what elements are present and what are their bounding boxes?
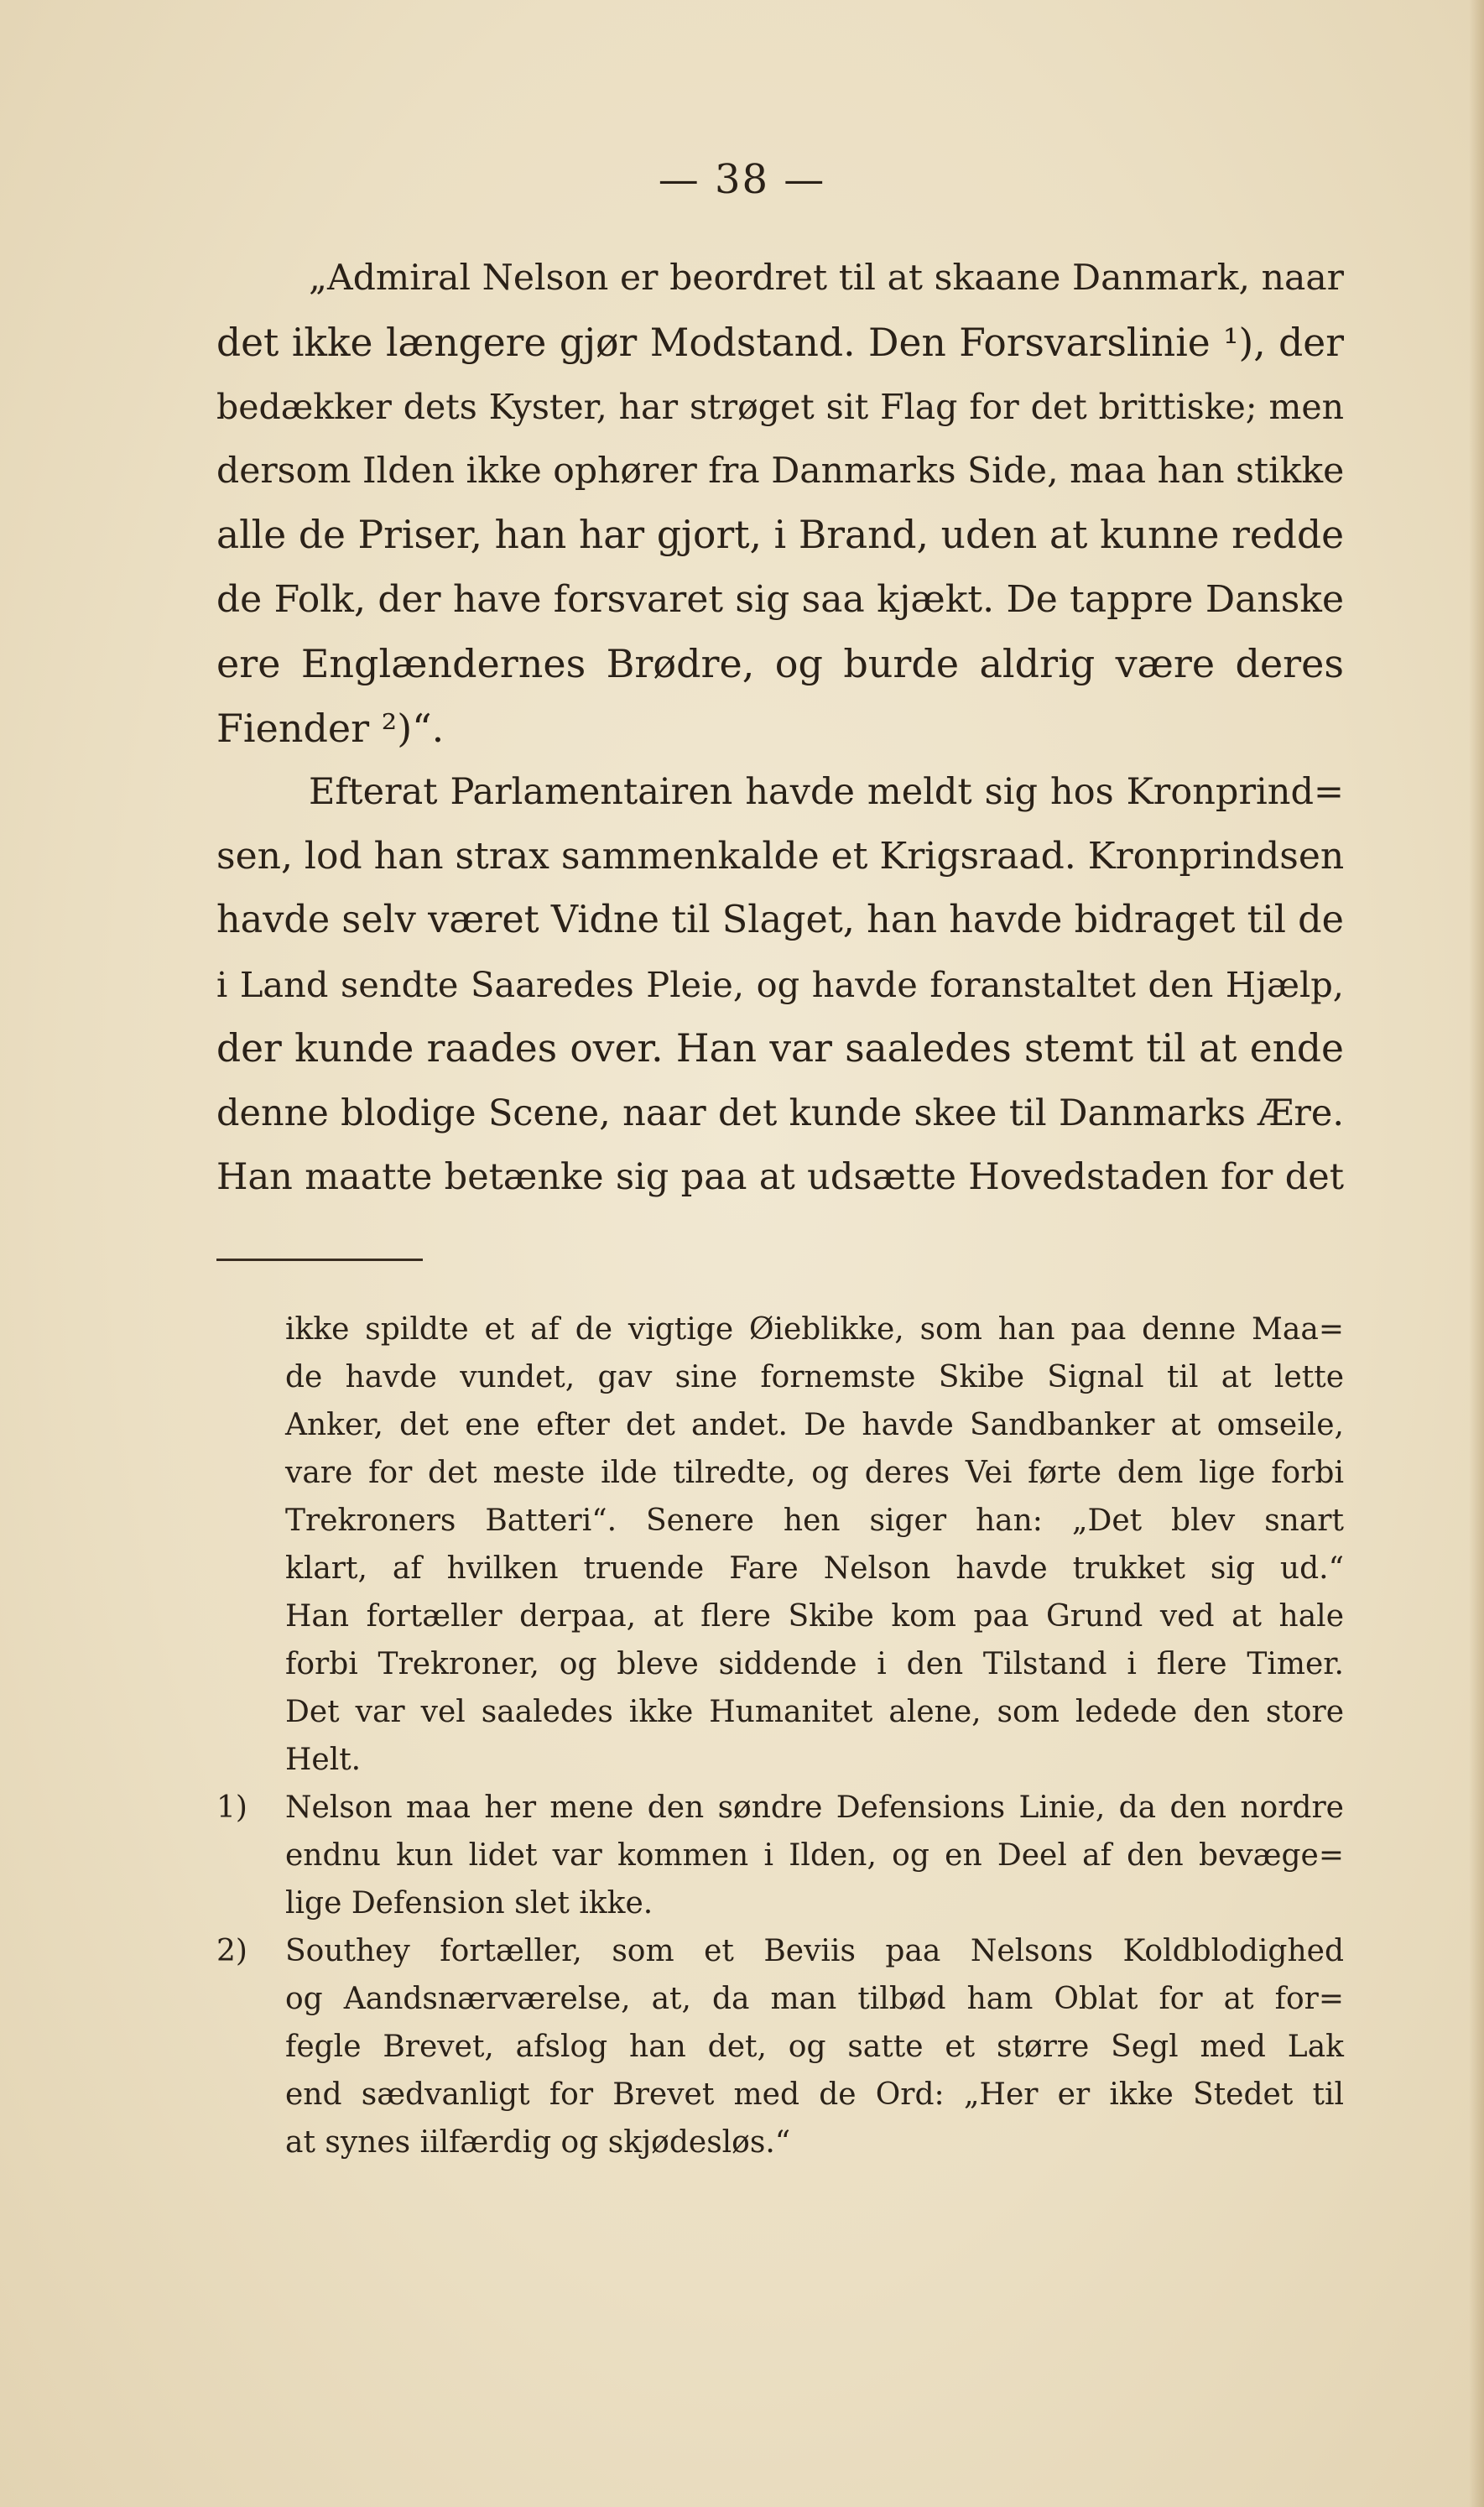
- body-line: sen, lod han strax sammenkalde et Krigsraad. Kronprindsen: [216, 834, 1345, 878]
- footnote-2-line: at synes iilfærdig og skjødesløs.“: [285, 2125, 791, 2160]
- body-line: „Admiral Nelson er beordret til at skaane Danmark, naar: [309, 258, 1344, 299]
- footnotes: [216, 1306, 1344, 2166]
- body-line: i Land sendte Saaredes Pleie, og havde foranstaltet den Hjælp,: [216, 963, 1344, 1005]
- footnote-2: [216, 1927, 1344, 2166]
- footnote-2-line: og Aandsnærværelse, at, da man tilbød ham Oblat for at for=: [285, 1982, 1344, 2016]
- body-line: denne blodige Scene, naar det kunde skee til Danmarks Ære.: [216, 1092, 1344, 1134]
- footnote-continued-line: vare for det meste ilde tilredte, og deres Vei førte dem lige forbi: [285, 1456, 1344, 1490]
- footnote-continued-line: Helt.: [285, 1743, 362, 1777]
- main-text: [216, 247, 1344, 1210]
- footnote-2-marker: 2): [216, 1934, 247, 1968]
- footnote-continued-line: klart, af hvilken truende Fare Nelson havde trukket sig ud.“: [285, 1551, 1344, 1586]
- page-number: — 38 —: [658, 156, 826, 203]
- footnote-continued-line: Det var vel saaledes ikke Humanitet alene, som ledede den store: [285, 1695, 1344, 1729]
- footnote-2-line: end sædvanligt for Brevet med de Ord: „Her er ikke Stedet til: [285, 2077, 1344, 2112]
- footnote-continued-line: de havde vundet, gav sine fornemste Skibe Signal til at lette: [285, 1360, 1344, 1394]
- footnote-1-line: lige Defension slet ikke.: [285, 1886, 653, 1921]
- footnote-1-line: Nelson maa her mene den søndre Defensions Linie, da den nordre: [285, 1790, 1344, 1825]
- body-line: de Folk, der have forsvaret sig saa kjækt. De tappre Danske: [216, 577, 1344, 621]
- footnote-1: [216, 1784, 1344, 1927]
- body-line: Efterat Parlamentairen havde meldt sig hos Kronprind=: [309, 771, 1344, 813]
- body-line: Fiender ²)“.: [216, 705, 445, 751]
- footnote-1-line: endnu kun lidet var kommen i Ilden, og en Deel af den bevæge=: [285, 1838, 1344, 1873]
- footnote-2-line: Southey fortæller, som et Beviis paa Nelsons Koldblodighed: [285, 1934, 1344, 1968]
- footnote-continued-line: Anker, det ene efter det andet. De havde Sandbanker at omseile,: [285, 1408, 1344, 1442]
- body-line: det ikke længere gjør Modstand. Den Forsvarslinie ¹), der: [216, 320, 1344, 365]
- body-line: dersom Ilden ikke ophører fra Danmarks Side, maa han stikke: [216, 450, 1345, 492]
- body-line: Han maatte betænke sig paa at udsætte Hovedstaden for det: [216, 1156, 1344, 1198]
- footnote-continued-line: ikke spildte et af de vigtige Øieblikke, som han paa denne Maa=: [285, 1312, 1344, 1347]
- body-line: havde selv været Vidne til Slaget, han havde bidraget til de: [216, 899, 1344, 941]
- footnote-continued-line: forbi Trekroner, og bleve siddende i den Tilstand i flere Timer.: [285, 1647, 1344, 1681]
- body-line: alle de Priser, han har gjort, i Brand, uden at kunne redde: [216, 513, 1344, 557]
- footnote-continued-line: Trekroners Batteri“. Senere hen siger han: „Det blev snart: [285, 1504, 1344, 1538]
- body-line: ere Englændernes Brødre, og burde aldrig være deres: [216, 641, 1344, 686]
- footnote-2-line: fegle Brevet, afslog han det, og satte et større Segl med Lak: [285, 2030, 1344, 2064]
- footnote-continued-line: Han fortæller derpaa, at flere Skibe kom paa Grund ved at hale: [285, 1599, 1344, 1634]
- footnote-separator: [216, 1259, 423, 1261]
- body-line: der kunde raades over. Han var saaledes stemt til at ende: [216, 1026, 1344, 1071]
- body-line: bedækker dets Kyster, har strøget sit Flag for det brittiske; men: [216, 387, 1344, 427]
- footnote-1-marker: 1): [216, 1790, 247, 1825]
